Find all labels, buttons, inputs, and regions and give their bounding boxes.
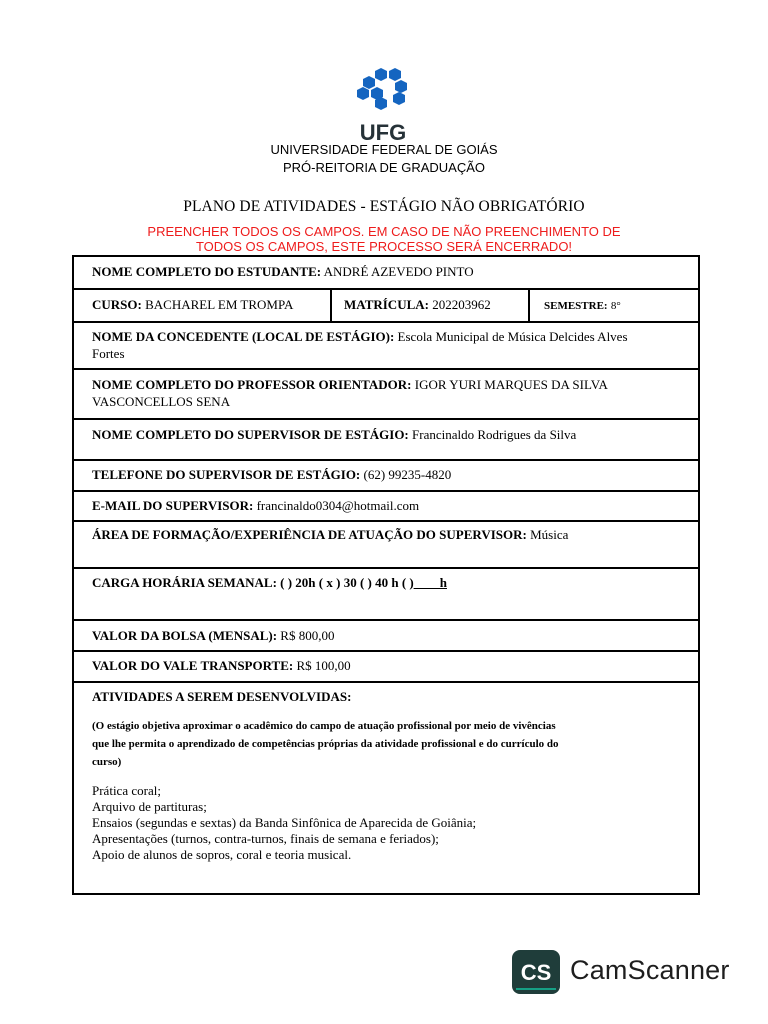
objective-line: curso) [92, 756, 122, 768]
list-item: Apresentações (turnos, contra-turnos, finais de semana e feriados); [92, 831, 439, 846]
list-item: Apoio de alunos de sopros, coral e teoria musical. [92, 847, 352, 862]
field-label: NOME COMPLETO DO SUPERVISOR DE ESTÁGIO: [92, 427, 409, 442]
phone-value: (62) 99235-4820 [363, 467, 452, 482]
semester-cell [528, 290, 698, 321]
camscanner-badge-text: CS [520, 960, 552, 985]
grantor-value: Escola Municipal de Música Delcides Alves [397, 329, 628, 344]
warning-notice [0, 224, 768, 254]
field-label: ATIVIDADES A SEREM DESENVOLVIDAS: [92, 689, 352, 704]
logo-hexagon [357, 87, 369, 100]
objective-text [92, 717, 688, 771]
field-label: NOME DA CONCEDENTE (LOCAL DE ESTÁGIO): [92, 329, 395, 344]
logo-hexagon [395, 80, 407, 93]
list-item: Prática coral; [92, 783, 161, 798]
objective-line: que lhe permita o aprendizado de competências próprias da atividade profissional e do currículo do [92, 738, 559, 750]
student-row [74, 257, 698, 288]
field-label: VALOR DA BOLSA (MENSAL): [92, 628, 278, 643]
field-label: E-MAIL DO SUPERVISOR: [92, 498, 254, 513]
course-cell [74, 290, 330, 321]
supervisor-value: Francinaldo Rodrigues da Silva [412, 427, 577, 442]
university-name: UNIVERSIDADE FEDERAL DE GOIÁS [270, 142, 498, 157]
logo-hexagon [389, 68, 401, 81]
grant-row [74, 619, 698, 650]
warning-line: PREENCHER TODOS OS CAMPOS. EM CASO DE NÃO PREENCHIMENTO DE [147, 224, 621, 239]
document-title: PLANO DE ATIVIDADES - ESTÁGIO NÃO OBRIGATÓRIO [183, 198, 585, 215]
logo-text: UFG [359, 120, 407, 144]
department-name: PRÓ-REITORIA DE GRADUAÇÃO [282, 160, 485, 175]
field-label: TELEFONE DO SUPERVISOR DE ESTÁGIO: [92, 467, 361, 482]
activities-list [92, 783, 688, 863]
hours-blank: ____h [413, 575, 447, 590]
transport-row [74, 650, 698, 681]
activity-plan-form [72, 255, 700, 895]
activities-row [74, 681, 698, 895]
warning-line: TODOS OS CAMPOS, ESTE PROCESSO SERÁ ENCERRADO! [195, 239, 573, 254]
supervisor-row [74, 418, 698, 459]
field-label: ÁREA DE FORMAÇÃO/EXPERIÊNCIA DE ATUAÇÃO DO SUPERVISOR: [92, 527, 527, 542]
field-label: NOME COMPLETO DO ESTUDANTE: [92, 264, 322, 279]
enrollment-cell [330, 290, 528, 321]
grantor-value-continued: Fortes [92, 346, 125, 361]
course-row [74, 288, 698, 321]
area-value: Música [530, 527, 569, 542]
list-item: Arquivo de partituras; [92, 799, 207, 814]
advisor-value: IGOR YURI MARQUES DA SILVA [414, 377, 608, 392]
student-name-value: ANDRÉ AZEVEDO PINTO [323, 264, 474, 279]
enrollment-value: 202203962 [432, 297, 491, 312]
ufg-logo [353, 68, 413, 144]
hours-row [74, 567, 698, 619]
field-label: SEMESTRE: [544, 300, 608, 312]
transport-value: R$ 100,00 [296, 658, 351, 673]
advisor-value-continued: VASCONCELLOS SENA [92, 394, 231, 409]
course-value: BACHAREL EM TROMPA [145, 297, 294, 312]
phone-row [74, 459, 698, 490]
list-item: Ensaios (segundas e sextas) da Banda Sinfônica de Aparecida de Goiânia; [92, 815, 477, 830]
objective-line: (O estágio objetiva aproximar o acadêmico do campo de atuação profissional por meio de vivências [92, 720, 556, 732]
field-label: MATRÍCULA: [344, 297, 429, 312]
grant-value: R$ 800,00 [280, 628, 335, 643]
field-label: NOME COMPLETO DO PROFESSOR ORIENTADOR: [92, 377, 412, 392]
email-value: francinaldo0304@hotmail.com [256, 498, 420, 513]
camscanner-wordmark: CamScanner [570, 955, 730, 985]
grantor-row [74, 321, 698, 368]
camscanner-logo-icon [512, 950, 560, 994]
advisor-row [74, 368, 698, 418]
field-label: CURSO: [92, 297, 142, 312]
logo-hexagon [363, 76, 375, 89]
area-row [74, 520, 698, 567]
logo-hexagon [375, 68, 387, 81]
field-label: VALOR DO VALE TRANSPORTE: [92, 658, 294, 673]
logo-hexagon [393, 92, 405, 105]
field-label: CARGA HORÁRIA SEMANAL: ( ) 20h ( x ) 30 ( ) 40 h ( ) [92, 575, 414, 590]
email-row [74, 490, 698, 520]
semester-value: 8° [610, 300, 621, 312]
